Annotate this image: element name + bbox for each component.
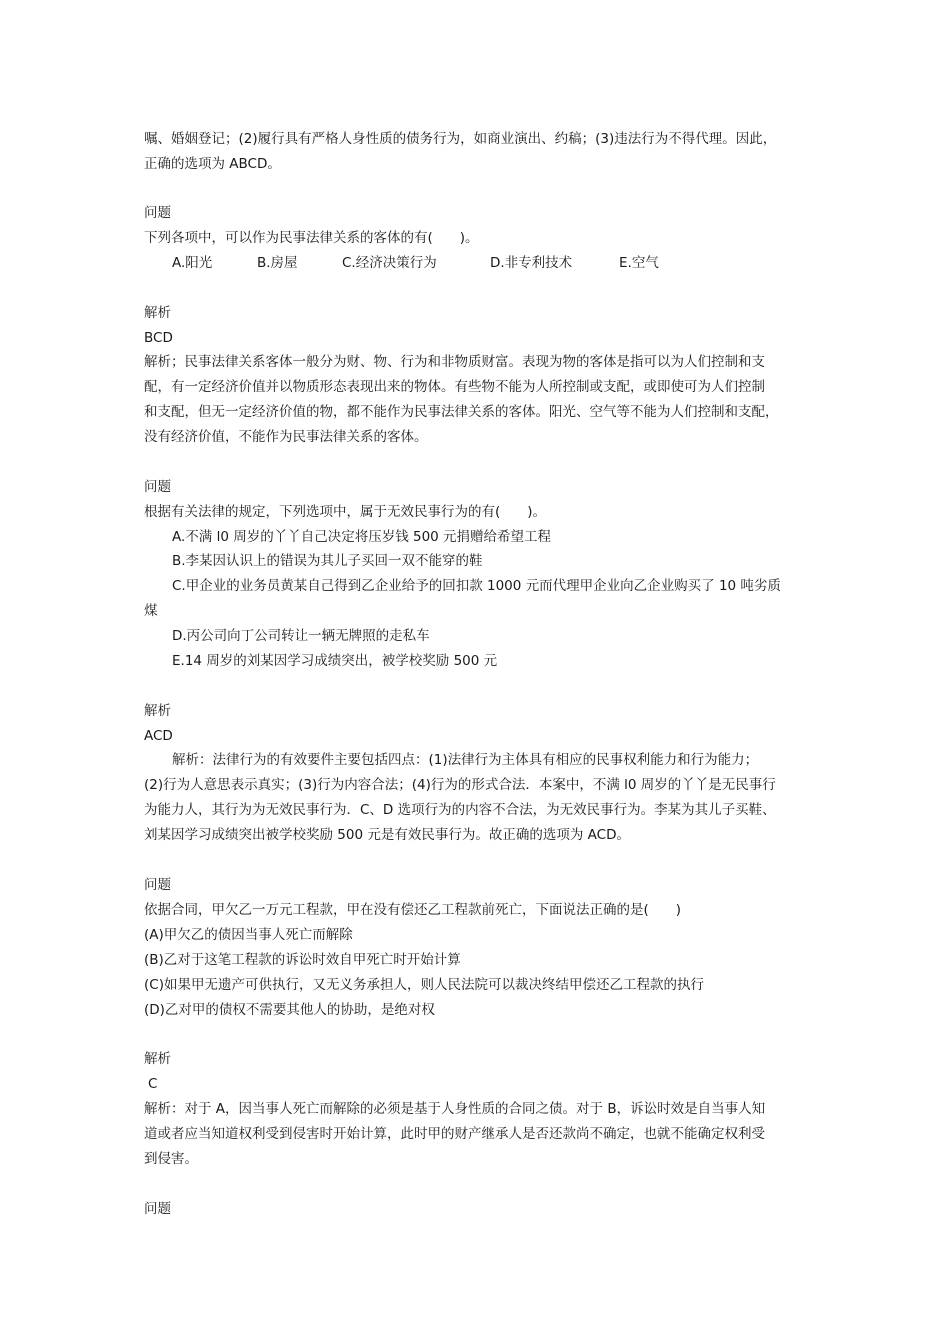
question-2-option-c: C.甲企业的业务员黄某自己得到乙企业给予的回扣款 1000 元而代理甲企业向乙企业购买了 10 吨劣质 [172,578,781,594]
question-2-text: 根据有关法律的规定，下列选项中，属于无效民事行为的有( )。 [144,504,547,520]
answer-3-heading: 解析 [144,1051,171,1067]
answer-1-line-3: 和支配，但无一定经济价值的物，都不能作为民事法律关系的客体。阳光、空气等不能为人们控制和支配， [144,404,779,420]
question-4-heading: 问题 [144,1201,171,1217]
option-c: C.经济决策行为 [342,255,437,271]
question-2-heading: 问题 [144,479,171,495]
answer-1-line-2: 配，有一定经济价值并以物质形态表现出来的物体。有些物不能为人所控制或支配，或即使可为人们控制 [144,379,765,395]
question-3-text: 依据合同，甲欠乙一万元工程款，甲在没有偿还乙工程款前死亡，下面说法正确的是( ) [144,902,682,918]
answer-1-key: BCD [144,330,173,346]
answer-1-line-1: 解析；民事法律关系客体一般分为财、物、行为和非物质财富。表现为物的客体是指可以为人们控制和支 [144,354,765,370]
question-1-options [172,253,659,273]
answer-1-heading: 解析 [144,305,171,321]
answer-3-line-3: 到侵害。 [144,1151,198,1167]
answer-1-line-4: 没有经济价值，不能作为民事法律关系的客体。 [144,429,428,445]
question-1-text: 下列各项中，可以作为民事法律关系的客体的有( )。 [144,230,479,246]
question-2-option-a: A.不满 l0 周岁的丫丫自己决定将压岁钱 500 元捐赠给希望工程 [172,529,552,545]
option-d: D.非专利技术 [490,255,573,271]
question-1-heading: 问题 [144,205,171,221]
question-2-option-c-wrap: 煤 [144,603,158,619]
continuation-line-2: 正确的选项为 ABCD。 [144,156,281,172]
question-3-option-b: (B)乙对于这笔工程款的诉讼时效自甲死亡时开始计算 [144,952,461,968]
answer-2-heading: 解析 [144,703,171,719]
option-b: B.房屋 [257,255,298,271]
answer-2-line-3: 为能力人，其行为为无效民事行为．C、D 选项行为的内容不合法，为无效民事行为。李某为其儿子买鞋、 [144,802,776,818]
answer-2-line-4: 刘某因学习成绩突出被学校奖励 500 元是有效民事行为。故正确的选项为 ACD。 [144,827,630,843]
question-3-option-d: (D)乙对甲的债权不需要其他人的协助，是绝对权 [144,1002,435,1018]
question-2-option-b: B.李某因认识上的错误为其儿子买回一双不能穿的鞋 [172,553,483,569]
option-a: A.阳光 [172,255,213,271]
answer-3-key: C [148,1076,158,1092]
answer-3-line-1: 解析：对于 A，因当事人死亡而解除的必须是基于人身性质的合同之债。对于 B，诉讼时效是自当事人知 [144,1101,766,1117]
question-2-option-e: E.14 周岁的刘某因学习成绩突出，被学校奖励 500 元 [172,653,498,669]
question-3-option-c: (C)如果甲无遗产可供执行，又无义务承担人，则人民法院可以裁决终结甲偿还乙工程款的执行 [144,977,704,993]
answer-2-key: ACD [144,728,173,744]
continuation-line-1: 嘱、婚姻登记；(2)履行具有严格人身性质的债务行为，如商业演出、约稿；(3)违法行为不得代理。因此， [144,131,777,147]
answer-2-line-2: (2)行为人意思表示真实；(3)行为内容合法；(4)行为的形式合法．本案中，不满 l0 周岁的丫丫是无民事行 [144,777,776,793]
question-2-option-d: D.丙公司向丁公司转让一辆无牌照的走私车 [172,628,430,644]
question-3-heading: 问题 [144,877,171,893]
answer-2-line-1: 解析：法律行为的有效要件主要包括四点：(1)法律行为主体具有相应的民事权利能力和行为能力； [172,752,759,768]
answer-3-line-2: 道或者应当知道权利受到侵害时开始计算，此时甲的财产继承人是否还款尚不确定，也就不能确定权利受 [144,1126,765,1142]
option-e: E.空气 [619,255,659,271]
question-3-option-a: (A)甲欠乙的债因当事人死亡而解除 [144,927,353,943]
